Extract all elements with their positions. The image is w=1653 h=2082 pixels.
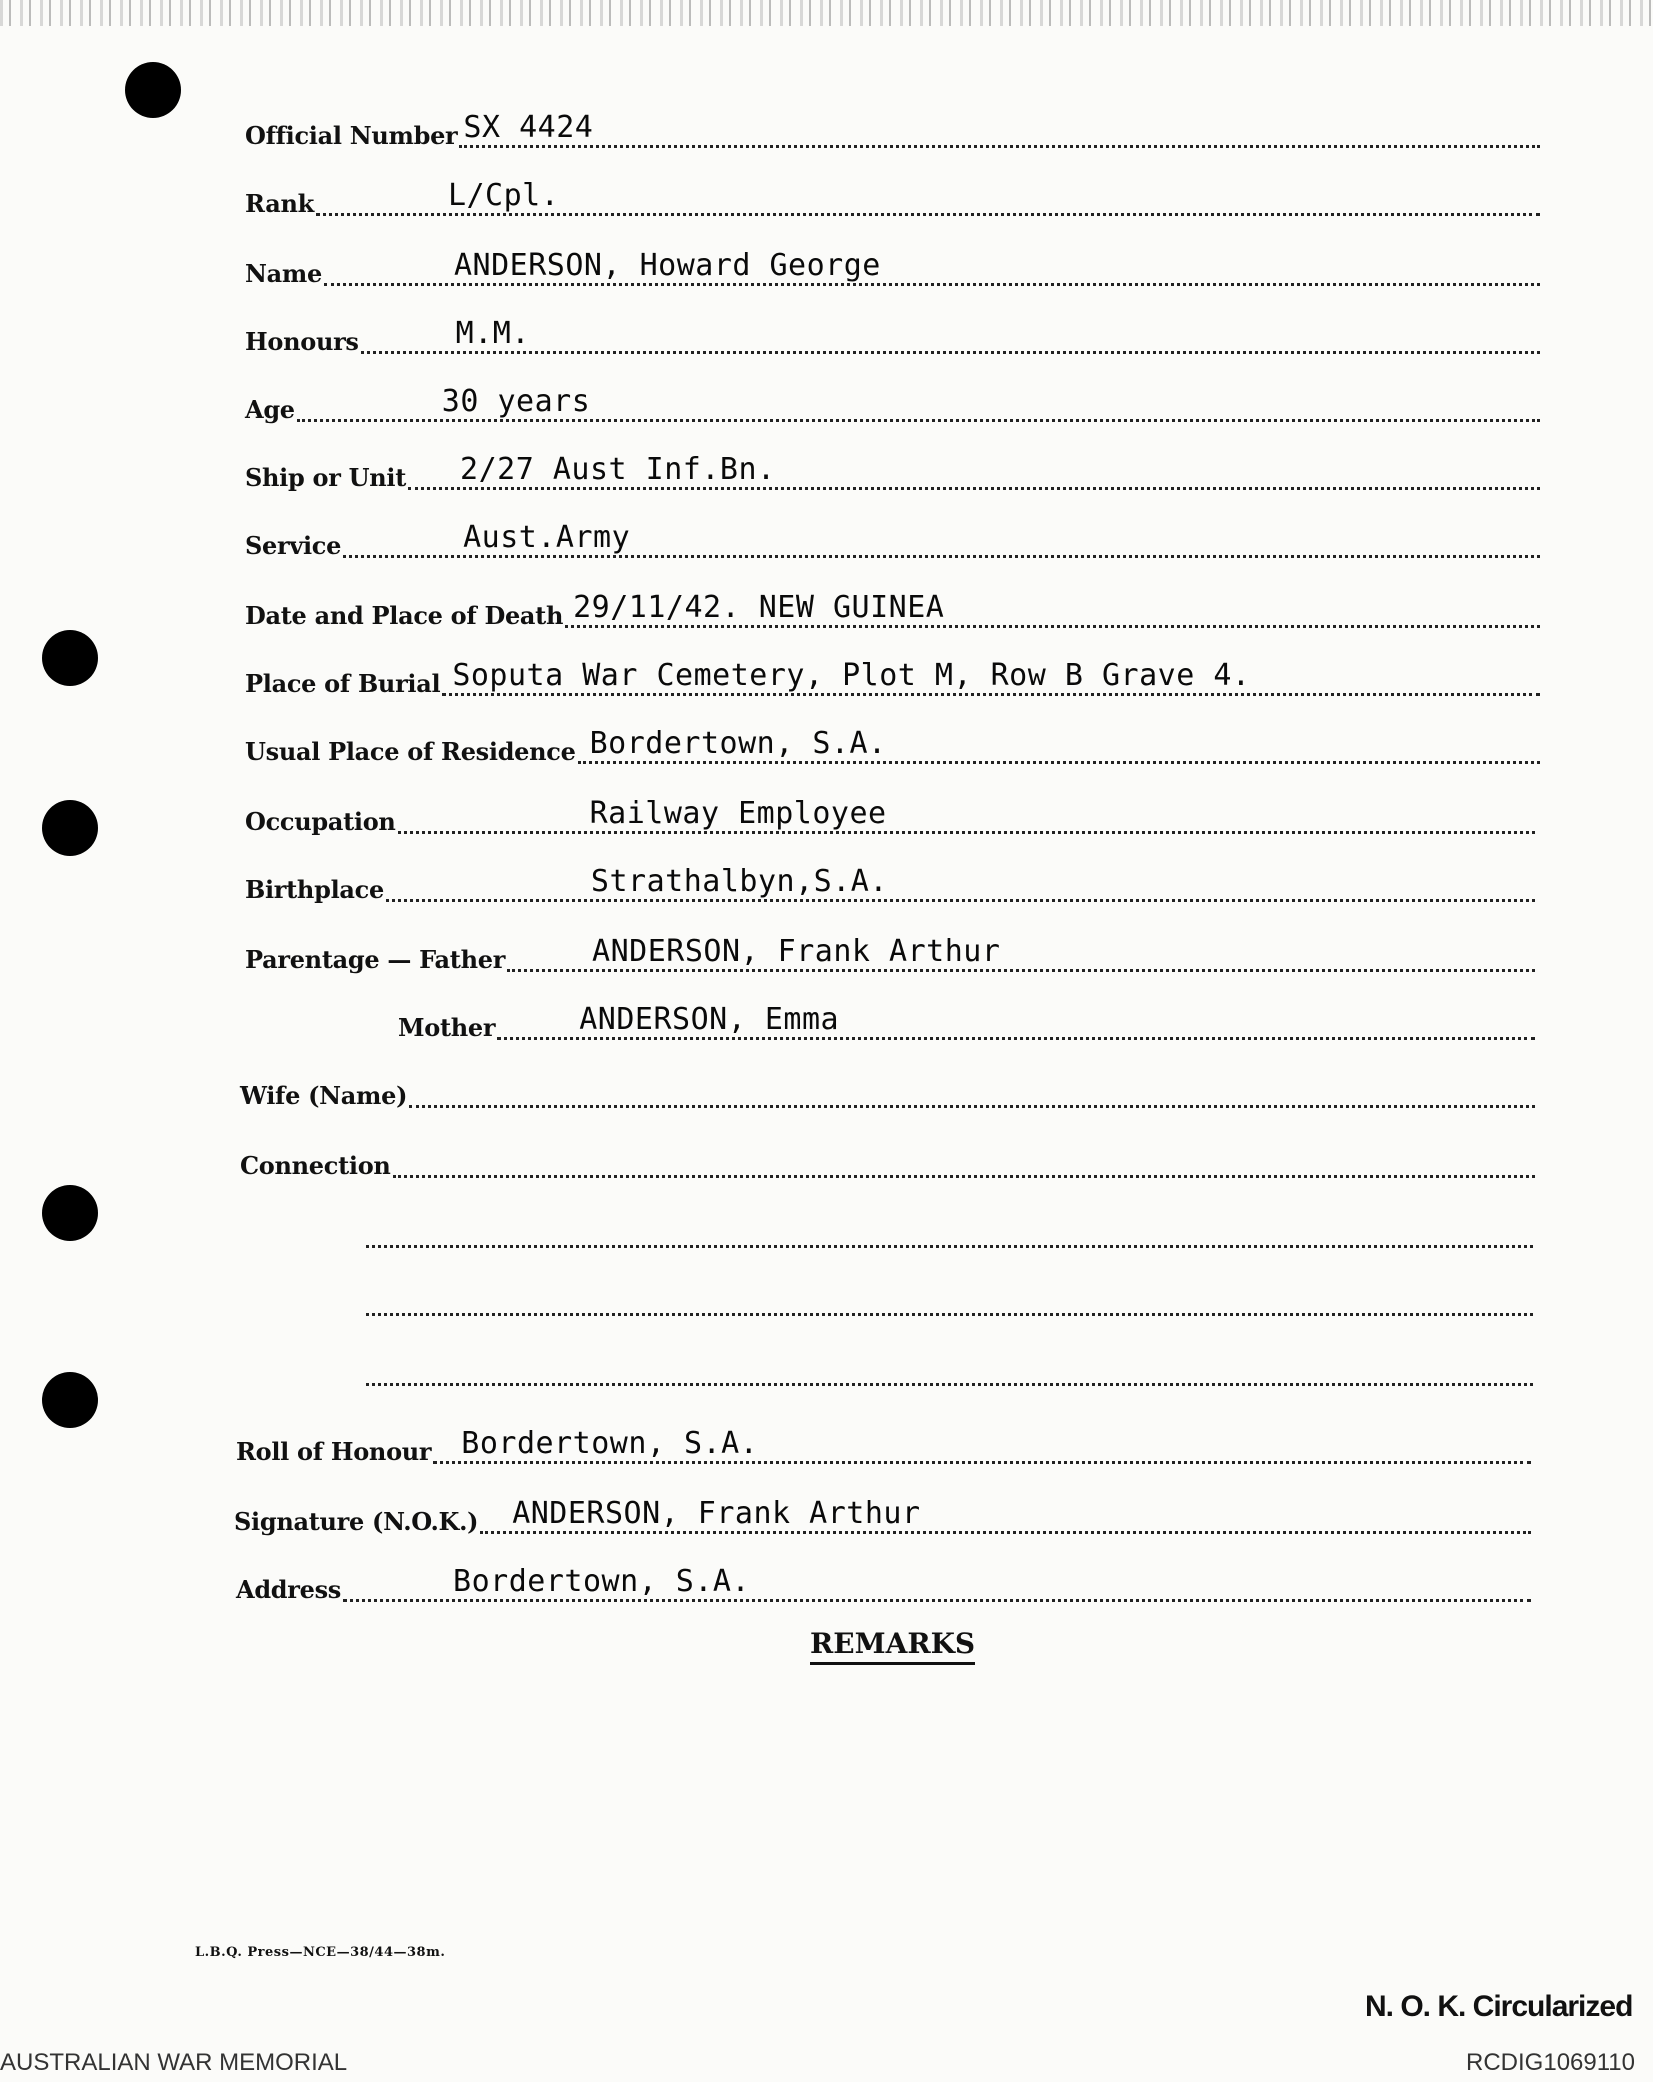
field-label: Mother xyxy=(398,1013,496,1042)
field-value: Bordertown, S.A. xyxy=(589,726,887,761)
footer-record-id: RCDIG1069110 xyxy=(1466,2049,1635,2076)
field-label: Parentage — Father xyxy=(245,945,506,974)
field-mother xyxy=(398,1004,1535,1040)
nok-stamp: N. O. K. Circularized xyxy=(1365,1990,1633,2023)
field-service xyxy=(245,522,1540,558)
field-value: Soputa War Cemetery, Plot M, Row B Grave 4. xyxy=(452,658,1251,693)
field-wife xyxy=(240,1072,1535,1108)
field-label: Birthplace xyxy=(245,875,384,904)
field-value: ANDERSON, Frank Arthur xyxy=(512,1496,921,1531)
field-label: Usual Place of Residence xyxy=(245,737,576,766)
punch-hole xyxy=(42,630,98,686)
field-label: Name xyxy=(245,259,322,288)
field-roll-of-honour xyxy=(236,1428,1531,1464)
field-value: Strathalbyn,S.A. xyxy=(590,864,888,899)
field-label: Age xyxy=(245,395,295,424)
field-value: ANDERSON, Frank Arthur xyxy=(592,934,1001,969)
field-value: Railway Employee xyxy=(589,796,887,831)
footer-institution: AUSTRALIAN WAR MEMORIAL xyxy=(0,2049,348,2076)
printer-imprint: L.B.Q. Press—NCE—38/44—38m. xyxy=(195,1945,446,1960)
field-label: Signature (N.O.K.) xyxy=(234,1507,479,1536)
field-label: Rank xyxy=(245,189,314,218)
blank-line xyxy=(366,1383,1533,1386)
field-connection xyxy=(240,1142,1535,1178)
field-value: SX 4424 xyxy=(463,110,594,145)
field-place-of-burial xyxy=(245,660,1540,696)
field-honours xyxy=(245,318,1540,354)
field-label: Occupation xyxy=(245,807,396,836)
field-name xyxy=(245,250,1540,286)
field-label: Date and Place of Death xyxy=(245,601,564,630)
field-occupation xyxy=(245,798,1535,834)
field-label: Official Number xyxy=(245,121,458,150)
remarks-heading: REMARKS xyxy=(810,1630,975,1665)
punch-hole xyxy=(125,62,181,118)
field-ship-or-unit xyxy=(245,454,1540,490)
blank-line xyxy=(366,1313,1533,1316)
field-label: Wife (Name) xyxy=(240,1081,408,1110)
field-value: ANDERSON, Emma xyxy=(579,1002,840,1037)
field-value: Bordertown, S.A. xyxy=(461,1426,759,1461)
field-value: 30 years xyxy=(441,384,591,419)
field-value: 29/11/42. NEW GUINEA xyxy=(573,590,945,625)
field-address xyxy=(236,1566,1531,1602)
field-official-number xyxy=(245,112,1540,148)
field-usual-residence xyxy=(245,728,1540,764)
punch-hole xyxy=(42,800,98,856)
field-rank xyxy=(245,180,1540,216)
field-value: 2/27 Aust Inf.Bn. xyxy=(460,452,776,487)
field-age xyxy=(245,386,1540,422)
blank-line xyxy=(366,1245,1533,1248)
field-signature xyxy=(234,1498,1531,1534)
field-label: Ship or Unit xyxy=(245,463,407,492)
field-value: M.M. xyxy=(455,316,530,351)
field-label: Address xyxy=(236,1575,342,1604)
field-father xyxy=(245,936,1535,972)
field-label: Roll of Honour xyxy=(236,1437,432,1466)
field-label: Connection xyxy=(240,1151,391,1180)
field-label: Honours xyxy=(245,327,359,356)
field-value: Bordertown, S.A. xyxy=(453,1564,751,1599)
punch-hole xyxy=(42,1185,98,1241)
field-label: Service xyxy=(245,531,342,560)
field-label: Place of Burial xyxy=(245,669,441,698)
field-date-place-death xyxy=(245,592,1540,628)
field-value: Aust.Army xyxy=(463,520,631,555)
scan-edge xyxy=(0,0,1653,26)
field-value: ANDERSON, Howard George xyxy=(453,248,881,283)
field-birthplace xyxy=(245,866,1535,902)
punch-hole xyxy=(42,1372,98,1428)
field-value: L/Cpl. xyxy=(447,178,560,213)
